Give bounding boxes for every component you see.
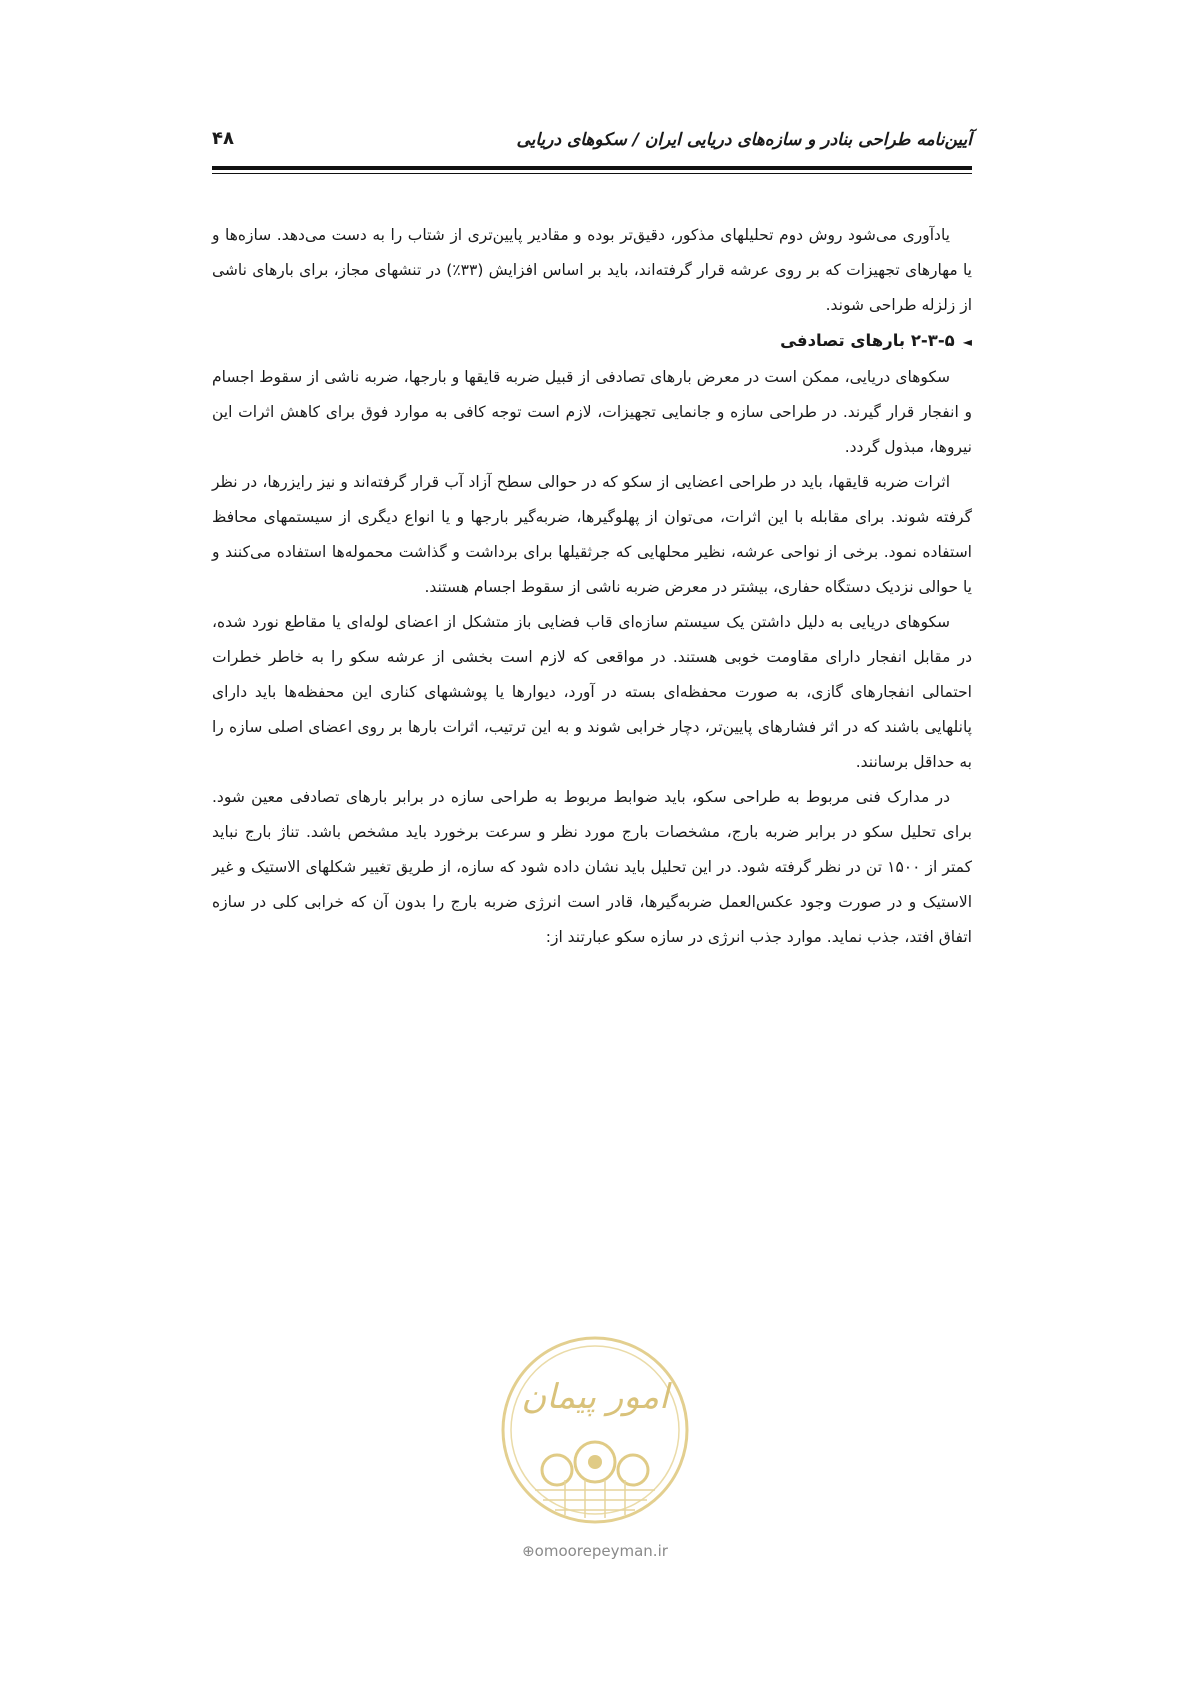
watermark-logo-text: امور پیمان <box>521 1377 669 1417</box>
header-rule-thin <box>212 173 972 174</box>
paragraph: در مدارک فنی مربوط به طراحی سکو، باید ضوابط مربوط به طراحی سازه در برابر بارهای تصادفی معین شود. برای تحلیل سکو در برابر ضربه بارج، مشخصات بارج مورد نظر و سرعت برخورد باید مشخص باشد. تناژ بارج نباید کمتر از ۱۵۰۰ تن در نظر گرفته شود. در این تحلیل باید نشان داده شود که سازه، از طریق تغییر شکلهای الاستیک و غیر الاستیک و در صورت وجود عکس‌العمل ضربه‌گیرها، قادر است انرژی ضربه بارج را بدون آن که خرابی کلی در سازه اتفاق افتد، جذب نماید. موارد جذب انرژی در سازه سکو عبارتند از: <box>212 788 972 946</box>
paragraph: سکوهای دریایی به دلیل داشتن یک سیستم سازه‌ای قاب فضایی باز متشکل از اعضای لوله‌ای یا مقاطع نورد شده، در مقابل انفجار دارای مقاومت خوبی هستند. در مواقعی که لازم است بخشی از عرشه سکو را به خاطر خطرات احتمالی انفجارهای گازی، به صورت محفظه‌ای بسته در آورد، دیوارها یا پوششهای کناری این محفظه‌ها باید دارای پانلهایی باشند که در اثر فشارهای پایین‌تر، دچار خرابی شوند و به این ترتیب، اثرات بارها بر روی اعضای اصلی سازه را به حداقل برسانند. <box>212 613 972 771</box>
section-marker-icon: ◄ <box>962 335 972 349</box>
section-heading <box>212 323 972 360</box>
globe-icon: ⊕ <box>522 1542 535 1560</box>
body-text <box>212 218 972 955</box>
page-number: ۴۸ <box>212 128 234 149</box>
intro-paragraph: یادآوری می‌شود روش دوم تحلیلهای مذکور، دقیق‌تر بوده و مقادیر پایین‌تری از شتاب را به دست می‌دهد. سازه‌ها و یا مهارهای تجهیزات که بر روی عرشه قرار گرفته‌اند، باید بر اساس افزایش (۳۳٪) در تنشهای مجاز، برای بارهای ناشی از زلزله طراحی شوند. <box>212 226 972 314</box>
header-rule-thick <box>212 166 972 170</box>
watermark-url: ⊕omoorepeyman.ir <box>522 1542 668 1560</box>
header-title: آیین‌نامه طراحی بنادر و سازه‌های دریایی ایران / سکوهای دریایی <box>516 130 972 150</box>
watermark-logo-icon <box>495 1330 695 1530</box>
running-header <box>212 124 972 160</box>
section-heading-text: ۲-۳-۵ بارهای تصادفی <box>780 331 955 350</box>
paragraph: اثرات ضربه قایقها، باید در طراحی اعضایی از سکو که در حوالی سطح آزاد آب قرار گرفته‌اند و نیز رایزرها، در نظر گرفته شوند. برای مقابله با این اثرات، می‌توان از پهلوگیرها، ضربه‌گیر بارجها و یا انواع دیگری از سیستمهای محافظ استفاده نمود. برخی از نواحی عرشه، نظیر محلهایی که جرثقیلها برای برداشت و گذاشت محموله‌ها استفاده می‌کنند و یا حوالی نزدیک دستگاه حفاری، بیشتر در معرض ضربه ناشی از سقوط اجسام هستند. <box>212 473 972 596</box>
paragraph: سکوهای دریایی، ممکن است در معرض بارهای تصادفی از قبیل ضربه قایقها و بارجها، ضربه ناشی از سقوط اجسام و انفجار قرار گیرند. در طراحی سازه و جانمایی تجهیزات، لازم است توجه کافی به موارد فوق برای کاهش اثرات این نیروها، مبذول گردد. <box>212 368 972 456</box>
